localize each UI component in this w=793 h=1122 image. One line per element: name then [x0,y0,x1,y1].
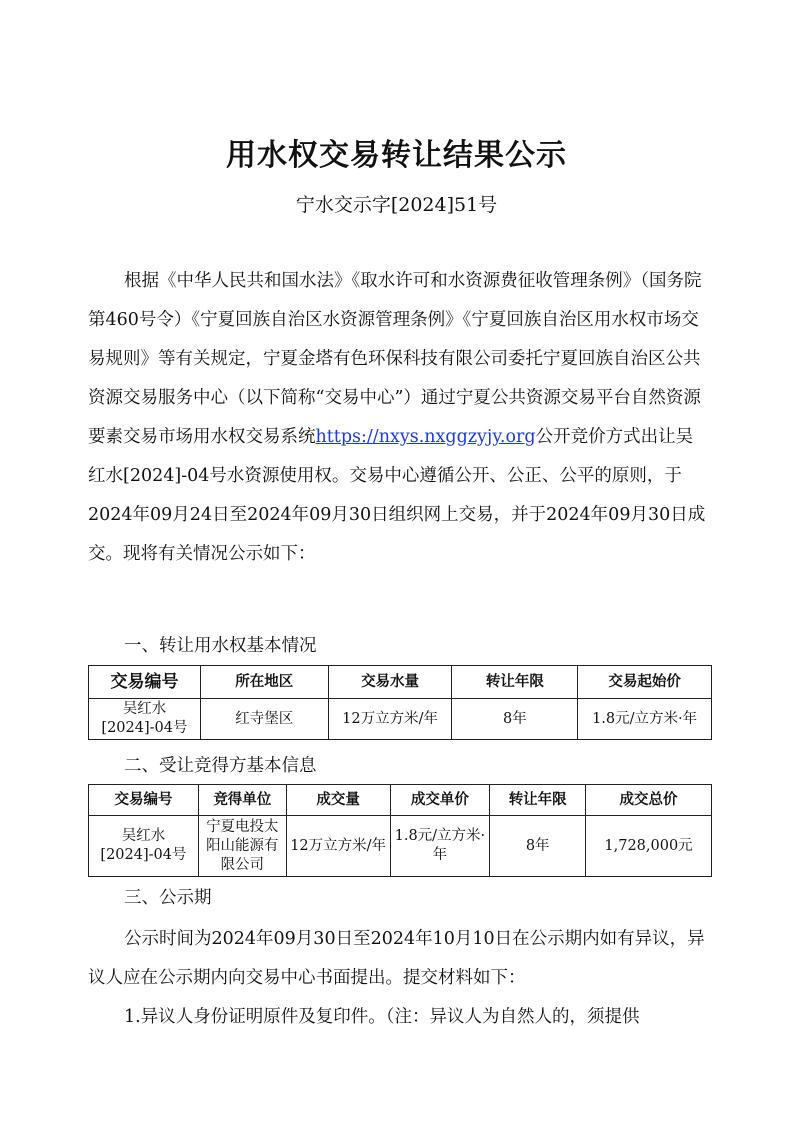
materials-item-1: 1.异议人身份证明原件及复印件。（注：异议人为自然人的，须提供 [124,1007,640,1027]
intro-text-continued: 公开竞价方式出让吴红水[2024]-04号水资源使用权。交易中心遵循公开、公正、公平的原则，于2024年09月24日至2024年09月30日组织网上交易，并于2024年09月30日成交。现将有关情况公示如下： [88,427,706,564]
table-header-cell: 成交单价 [390,785,490,816]
table-row [89,699,712,740]
section-heading-2: 二、受让竞得方基本信息 [124,756,317,776]
table-header-cell: 成交量 [286,785,390,816]
table-cell: 吴红水[2024]-04号 [89,816,199,877]
table-cell: 宁夏电投太阳山能源有限公司 [198,816,286,877]
table-header-cell: 交易水量 [328,666,452,699]
table-cell: 8年 [452,699,578,740]
table-header-cell: 成交总价 [586,785,712,816]
table-header-cell: 所在地区 [200,666,328,699]
winner-info-table [88,784,712,877]
publicity-paragraph: 公示时间为2024年09月30日至2024年10月10日在公示期内如有异议，异议人应在公示期内向交易中心书面提出。提交材料如下： [88,929,705,988]
table-header-cell: 交易编号 [89,666,201,699]
table-cell: 红寺堡区 [200,699,328,740]
table-header-row [89,785,712,816]
table-header-cell: 转让年限 [490,785,586,816]
table-cell: 12万立方米/年 [328,699,452,740]
intro-text: 根据《中华人民共和国水法》《取水许可和水资源费征收管理条例》（国务院第460号令）《宁夏回族自治区水资源管理条例》《宁夏回族自治区用水权市场交易规则》等有关规定，宁夏金塔有色环保科技有限公司委托宁夏回族自治区公共资源交易服务中心（以下简称“交易中心”）通过宁夏公共资源交易平台自然资源要素交易市场用水权交易系统 [88,271,702,447]
intro-paragraph [88,262,710,574]
page-title: 用水权交易转让结果公示 [226,138,567,173]
table-cell: 吴红水[2024]-04号 [89,699,201,740]
table-header-cell: 竞得单位 [198,785,286,816]
section-heading-3: 三、公示期 [124,888,212,908]
table-header-row [89,666,712,699]
section-heading-1: 一、转让用水权基本情况 [124,636,317,656]
table-row [89,816,712,877]
publicity-section [88,920,710,1037]
table-header-cell: 转让年限 [452,666,578,699]
table-cell: 12万立方米/年 [286,816,390,877]
table-cell: 8年 [490,816,586,877]
table-cell: 1.8元/立方米·年 [390,816,490,877]
trading-system-link[interactable]: https://nxys.nxggzyjy.org [315,427,536,447]
table-header-cell: 交易起始价 [578,666,712,699]
table-header-cell: 交易编号 [89,785,199,816]
table-cell: 1,728,000元 [586,816,712,877]
document-number: 宁水交示字[2024]51号 [295,194,498,216]
transfer-info-table [88,665,712,740]
table-cell: 1.8元/立方米·年 [578,699,712,740]
